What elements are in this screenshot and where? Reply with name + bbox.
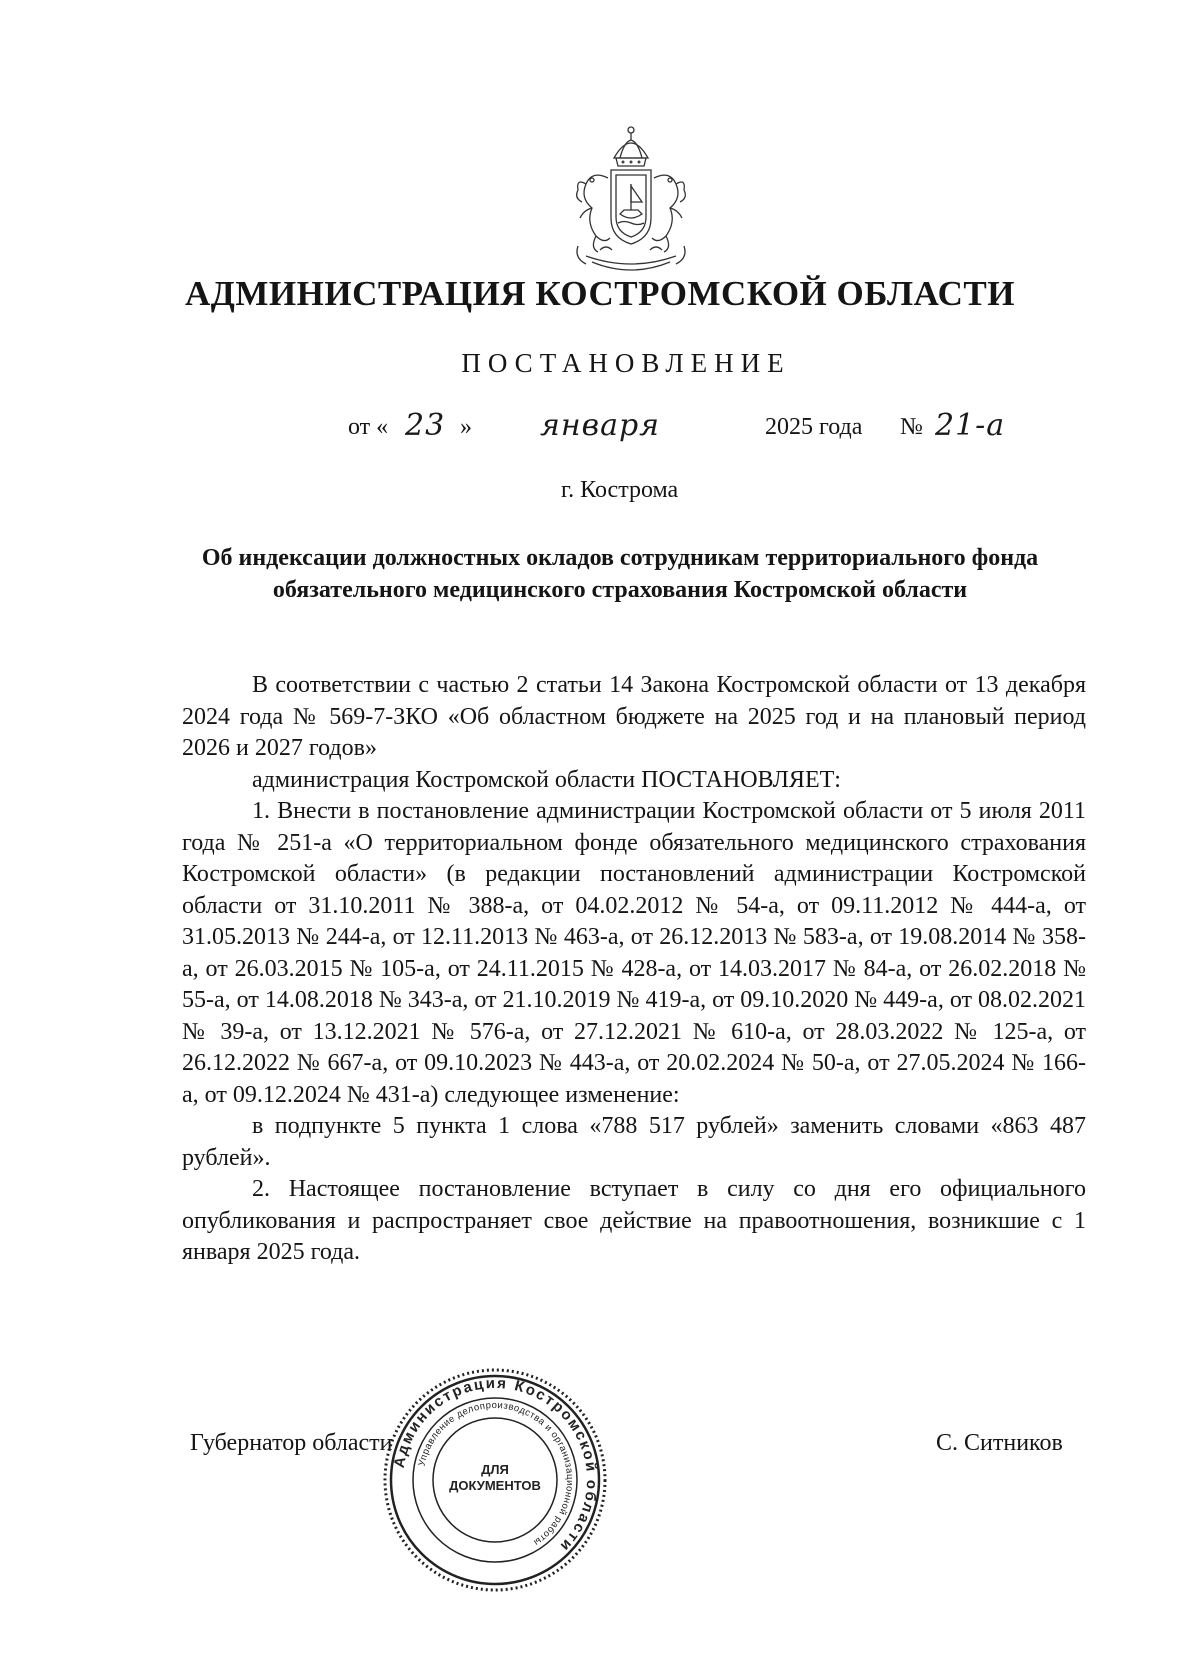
signatory-position: Губернатор области bbox=[190, 1430, 393, 1456]
seal-center-text bbox=[380, 1462, 610, 1494]
seal-inner-text: Управление делопроизводства и организационной работы bbox=[416, 1399, 576, 1548]
date-day: 23 bbox=[405, 408, 446, 443]
document-subject: Об индексации должностных окладов сотрудникам территориального фонда обязательного медицинского страхования Костромской области bbox=[201, 545, 1039, 603]
document-body bbox=[182, 670, 1086, 1269]
document-type: ПОСТАНОВЛЕНИЕ bbox=[461, 348, 791, 378]
body-paragraph-item-2: 2. Настоящее постановление вступает в силу со дня его официального опубликования и распространяет свое действие на правоотношения, возникшие с 1 января 2025 года. bbox=[182, 1176, 1086, 1265]
date-prefix: от « bbox=[348, 414, 389, 440]
city: г. Кострома bbox=[561, 477, 679, 503]
body-paragraph-item-1: 1. Внести в постановление администрации Костромской области от 5 июля 2011 года № 251-а «О территориальном фонде обязательного медицинского страхования Костромской области» (в редакции постановлений администрации Костромской области от 31.10.2011 № 388-а, от 04.02.2012 № 54-а, от 09.11.2012 № 444-а, от 31.05.2013 № 244-а, от 12.11.2013 № 463-а, от 26.12.2013 № 583-а, от 19.08.2014 № 358-а, от 26.03.2015 № 105-а, от 24.11.2015 № 428-а, от 14.03.2017 № 84-а, от 26.02.2018 № 55-а, от 14.08.2018 № 343-а, от 21.10.2019 № 419-а, от 09.10.2020 № 449-а, от 08.02.2021 № 39-а, от 13.12.2021 № 576-а, от 27.12.2021 № 610-а, от 28.03.2022 № 125-а, от 26.12.2022 № 667-а, от 09.10.2023 № 443-а, от 20.02.2024 № 50-а, от 27.05.2024 № 166-а, от 09.12.2024 № 431-а) следующее изменение: bbox=[182, 798, 1086, 1108]
seal-center-line-2: ДОКУМЕНТОВ bbox=[449, 1478, 541, 1493]
date-month: января bbox=[540, 408, 661, 443]
seal-center-line-1: ДЛЯ bbox=[481, 1462, 509, 1477]
body-paragraph-amendment: в подпункте 5 пункта 1 слова «788 517 рублей» заменить словами «863 487 рублей». bbox=[182, 1113, 1086, 1171]
number-sign: № bbox=[900, 414, 923, 440]
document-number: 21-а bbox=[935, 408, 1006, 443]
date-quote-close: » bbox=[460, 414, 472, 440]
date-year: 2025 года bbox=[765, 414, 863, 440]
coat-of-arms-emblem bbox=[556, 118, 706, 278]
organization-title: АДМИНИСТРАЦИЯ КОСТРОМСКОЙ ОБЛАСТИ bbox=[185, 274, 1015, 313]
signatory-name: С. Ситников bbox=[936, 1430, 1063, 1456]
body-paragraph-resolves: администрация Костромской области ПОСТАНОВЛЯЕТ: bbox=[252, 766, 841, 793]
date-line bbox=[0, 410, 1200, 460]
body-paragraph-legal-basis: В соответствии с частью 2 статьи 14 Закона Костромской области от 13 декабря 2024 года № 569-7-ЗКО «Об областном бюджете на 2025 год и на плановый период 2026 и 2027 годов» bbox=[182, 672, 1086, 761]
seal-outer-text: Администрация Костромской области bbox=[390, 1374, 601, 1556]
